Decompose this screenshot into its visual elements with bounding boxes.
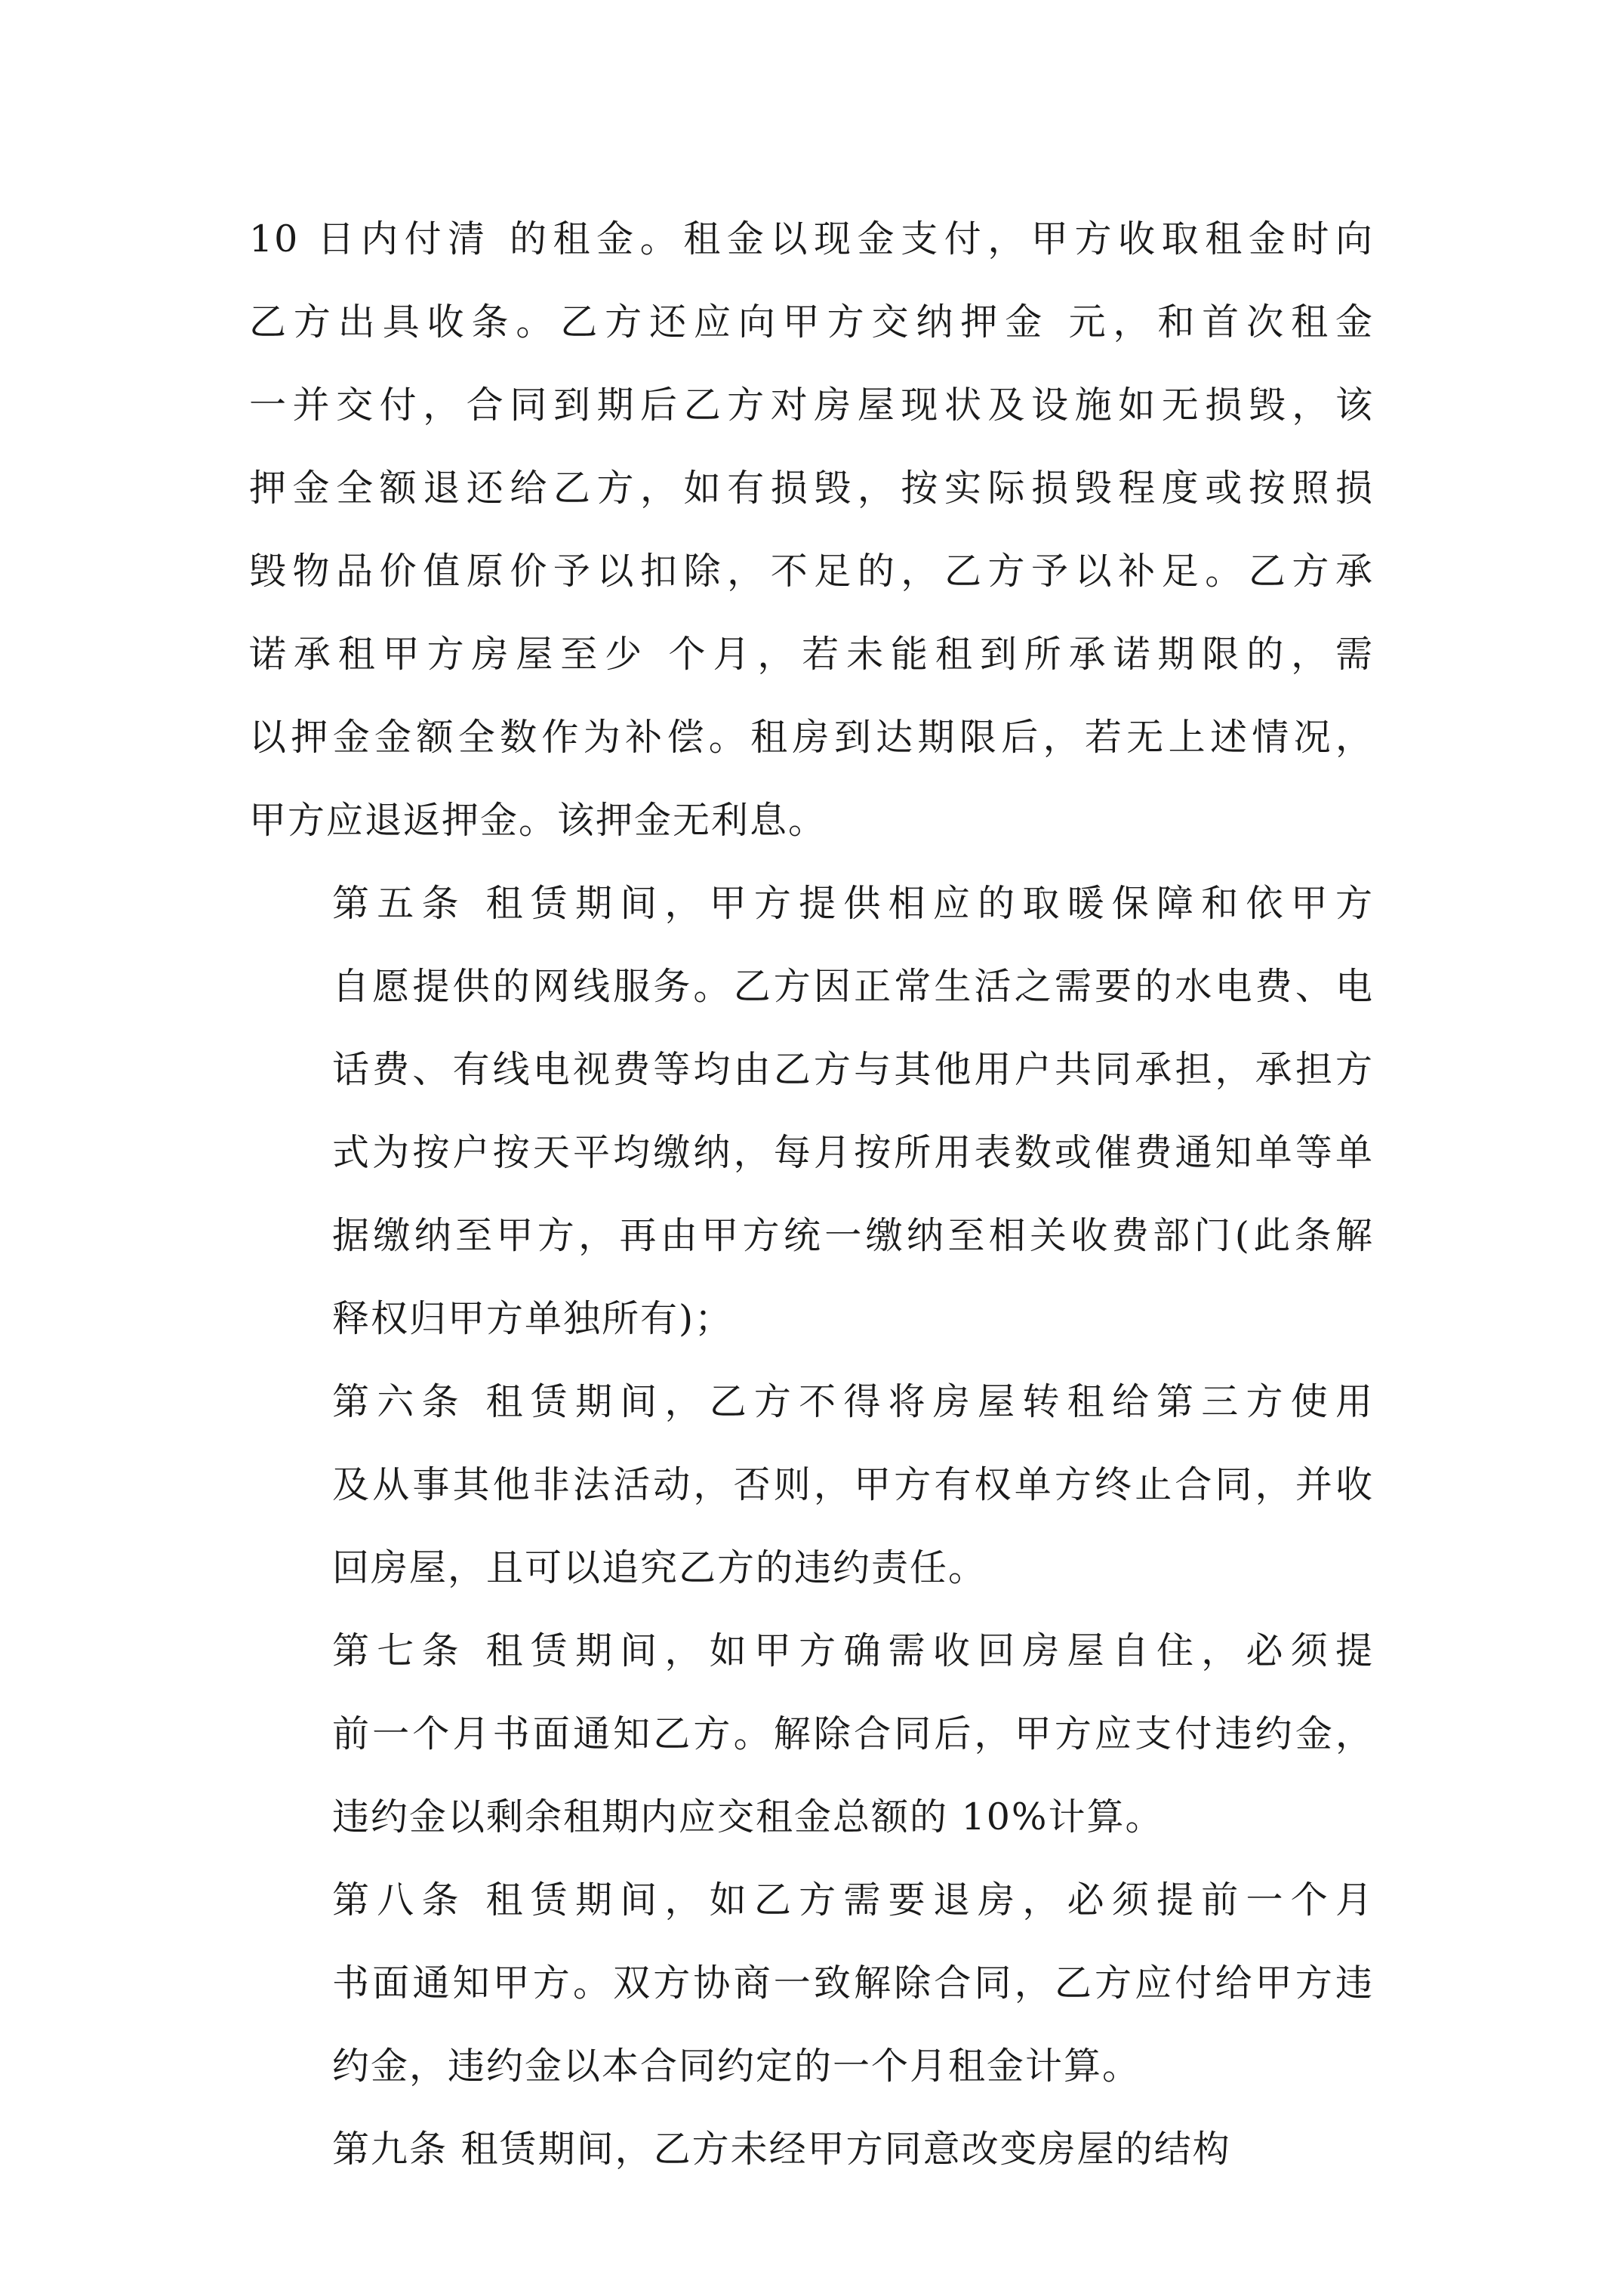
text-line: 一并交付，合同到期后乙方对房屋现状及设施如无损毁，该	[249, 384, 1374, 427]
text-line: 第七条 租赁期间，如甲方确需收回房屋自住，必须提	[332, 1629, 1374, 1672]
paragraph-article-5	[249, 862, 1374, 1361]
paragraph-article-6	[249, 1361, 1374, 1610]
text-line: 据缴纳至甲方，再由甲方统一缴纳至相关收费部门(此条解	[332, 1214, 1374, 1257]
text-line: 回房屋，且可以追究乙方的违约责任。	[332, 1546, 987, 1589]
text-line: 甲方应退返押金。该押金无利息。	[249, 799, 827, 842]
text-line: 诺承租甲方房屋至少 个月，若未能租到所承诺期限的，需	[249, 633, 1374, 676]
paragraph-continuation	[249, 198, 1374, 862]
text-line: 毁物品价值原价予以扣除，不足的，乙方予以补足。乙方承	[249, 550, 1374, 593]
text-line: 前一个月书面通知乙方。解除合同后，甲方应支付违约金，	[332, 1712, 1374, 1755]
text-line: 自愿提供的网线服务。乙方因正常生活之需要的水电费、电	[332, 965, 1374, 1008]
text-line: 及从事其他非法活动，否则，甲方有权单方终止合同，并收	[332, 1463, 1374, 1506]
text-line: 以押金金额全数作为补偿。租房到达期限后，若无上述情况，	[249, 716, 1374, 759]
text-line: 书面通知甲方。双方协商一致解除合同，乙方应付给甲方违	[332, 1962, 1374, 2005]
text-line: 押金全额退还给乙方，如有损毁，按实际损毁程度或按照损	[249, 467, 1374, 510]
text-line: 约金，违约金以本合同约定的一个月租金计算。	[332, 2045, 1141, 2088]
text-line: 第五条 租赁期间，甲方提供相应的取暖保障和依甲方	[332, 882, 1374, 925]
text-line: 第九条 租赁期间，乙方未经甲方同意改变房屋的结构	[332, 2128, 1231, 2171]
contract-body-text	[249, 198, 1374, 2191]
paragraph-article-8	[249, 1859, 1374, 2108]
text-line: 乙方出具收条。乙方还应向甲方交纳押金 元，和首次租金	[249, 300, 1374, 344]
paragraph-article-7	[249, 1610, 1374, 1859]
paragraph-article-9	[249, 2108, 1374, 2191]
text-line: 第八条 租赁期间，如乙方需要退房，必须提前一个月	[332, 1878, 1374, 1922]
text-line: 式为按户按天平均缴纳，每月按所用表数或催费通知单等单	[332, 1131, 1374, 1174]
text-line: 释权归甲方单独所有)；	[332, 1297, 734, 1340]
text-line: 10 日内付清 的租金。租金以现金支付，甲方收取租金时向	[249, 217, 1374, 260]
text-line: 话费、有线电视费等均由乙方与其他用户共同承担，承担方	[332, 1048, 1374, 1091]
text-line: 违约金以剩余租期内应交租金总额的 10%计算。	[332, 1795, 1164, 1838]
text-line: 第六条 租赁期间，乙方不得将房屋转租给第三方使用	[332, 1380, 1374, 1423]
